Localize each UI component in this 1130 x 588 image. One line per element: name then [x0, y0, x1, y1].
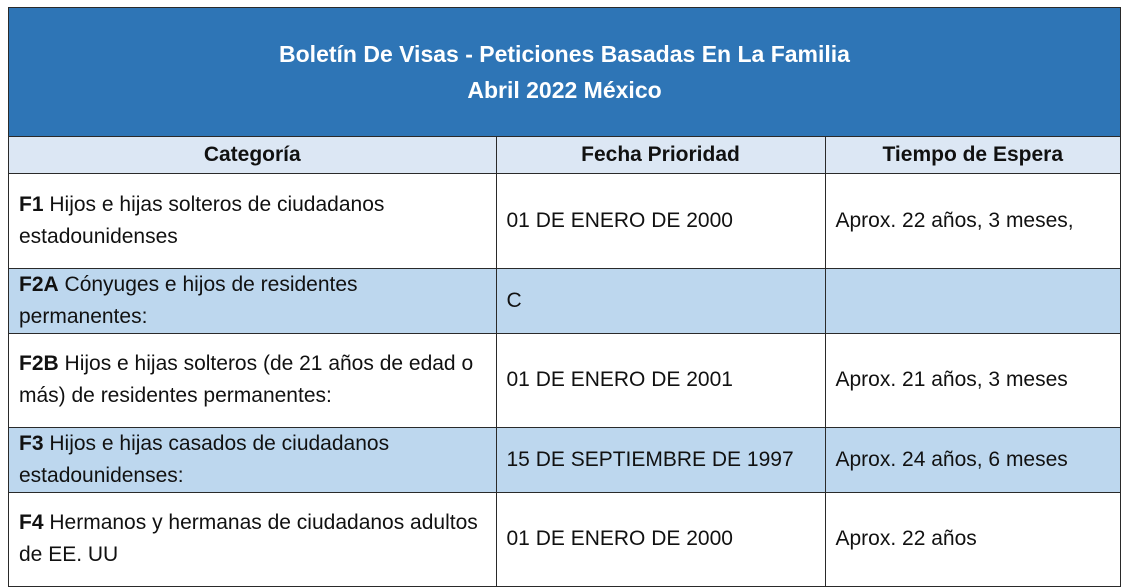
category-description: Hijos e hijas solteros (de 21 años de edad o más) de residentes permanentes:	[19, 352, 474, 407]
priority-date-cell: 15 DE SEPTIEMBRE DE 1997	[496, 427, 825, 492]
category-description: Hijos e hijas solteros de ciudadanos estadounidenses	[19, 192, 385, 248]
category-code: F3	[19, 431, 44, 455]
category-description: Hermanos y hermanas de ciudadanos adultos de EE. UU	[19, 511, 478, 567]
priority-date-cell: 01 DE ENERO DE 2001	[496, 333, 825, 427]
bulletin-subtitle: Abril 2022 México	[467, 77, 662, 103]
priority-date-cell: C	[496, 268, 825, 333]
wait-time-cell	[825, 268, 1120, 333]
table-row	[9, 427, 1120, 492]
column-header-priority-date: Fecha Prioridad	[496, 137, 825, 173]
category-code: F2B	[19, 352, 59, 375]
wait-time-cell: Aprox. 21 años, 3 meses	[825, 333, 1120, 427]
table-row	[9, 333, 1120, 427]
wait-time-cell: Aprox. 22 años, 3 meses,	[825, 173, 1120, 268]
category-table	[9, 137, 1120, 586]
bulletin-banner	[9, 8, 1120, 137]
category-code: F4	[19, 511, 44, 535]
visa-bulletin-table	[8, 7, 1121, 587]
category-description: Cónyuges e hijos de residentes permanentes:	[19, 272, 358, 328]
table-row	[9, 268, 1120, 333]
category-cell	[9, 268, 496, 333]
priority-date-cell: 01 DE ENERO DE 2000	[496, 492, 825, 586]
category-code: F2A	[19, 272, 59, 296]
category-description: Hijos e hijas casados de ciudadanos estadounidenses:	[19, 431, 390, 487]
wait-time-cell: Aprox. 22 años	[825, 492, 1120, 586]
bulletin-title: Boletín De Visas - Peticiones Basadas En La Familia	[279, 41, 850, 67]
wait-time-cell: Aprox. 24 años, 6 meses	[825, 427, 1120, 492]
column-header-wait-time: Tiempo de Espera	[825, 137, 1120, 173]
category-cell	[9, 492, 496, 586]
category-cell	[9, 427, 496, 492]
category-cell	[9, 173, 496, 268]
category-cell	[9, 333, 496, 427]
column-header-category: Categoría	[9, 137, 496, 173]
table-row	[9, 492, 1120, 586]
table-row	[9, 173, 1120, 268]
table-header-row	[9, 137, 1120, 173]
priority-date-cell: 01 DE ENERO DE 2000	[496, 173, 825, 268]
category-code: F1	[19, 192, 44, 216]
